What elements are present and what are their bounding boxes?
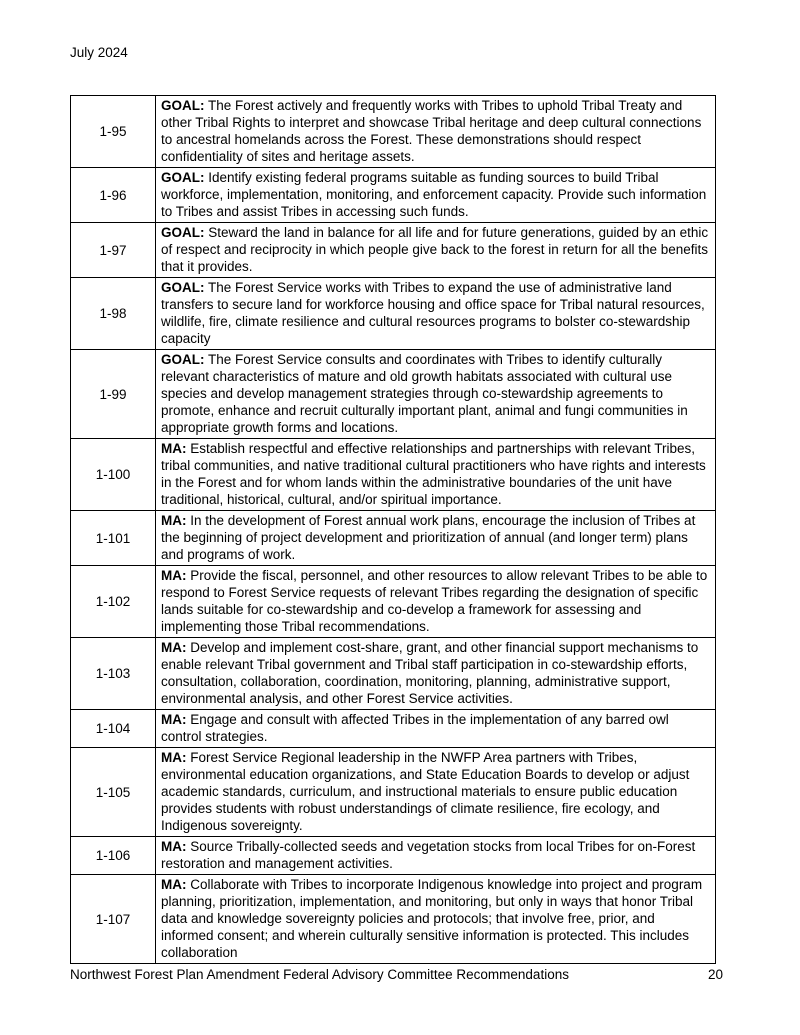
row-id: 1-101	[71, 511, 156, 566]
table-row	[71, 875, 716, 964]
row-type-label: MA:	[161, 877, 187, 892]
row-text-cell	[156, 875, 716, 964]
row-type-label: MA:	[161, 712, 187, 727]
row-type-label: MA:	[161, 513, 187, 528]
row-id: 1-97	[71, 223, 156, 278]
row-text: Collaborate with Tribes to incorporate Indigenous knowledge into project and program planning, prioritization, implementation, and monitoring, but only in ways that honor Tribal data and knowledge sovereignty policies and protocols; that involve free, prior, and informed consent; and wherein culturally sensitive information is protected. This includes collaboration	[161, 877, 703, 960]
row-text-cell	[156, 350, 716, 439]
table-row	[71, 566, 716, 638]
row-text-cell	[156, 96, 716, 168]
row-id: 1-104	[71, 710, 156, 748]
row-text: Source Tribally-collected seeds and vegetation stocks from local Tribes for on-Forest restoration and management activities.	[161, 839, 696, 871]
table-row	[71, 511, 716, 566]
row-id: 1-106	[71, 837, 156, 875]
row-text: In the development of Forest annual work plans, encourage the inclusion of Tribes at the beginning of project development and prioritization of annual (and longer term) plans and programs of work.	[161, 513, 696, 562]
row-type-label: MA:	[161, 839, 187, 854]
table-row	[71, 350, 716, 439]
row-text-cell	[156, 439, 716, 511]
table-row	[71, 748, 716, 837]
row-type-label: GOAL:	[161, 170, 205, 185]
row-text-cell	[156, 168, 716, 223]
row-type-label: MA:	[161, 568, 187, 583]
row-text-cell	[156, 748, 716, 837]
row-text-cell	[156, 710, 716, 748]
recommendations-table	[70, 95, 716, 964]
row-text: Establish respectful and effective relationships and partnerships with relevant Tribes, tribal communities, and native traditional cultural practitioners who have rights and interests in the Forest and for whom lands within the administrative boundaries of the unit have traditional, historical, cultural, and/or spiritual importance.	[161, 441, 706, 507]
row-text: Engage and consult with affected Tribes in the implementation of any barred owl control strategies.	[161, 712, 669, 744]
row-id: 1-100	[71, 439, 156, 511]
footer-page-number: 20	[707, 967, 723, 982]
row-text: The Forest actively and frequently works with Tribes to uphold Tribal Treaty and other Tribal Rights to interpret and showcase Tribal heritage and deep cultural connections to ancestral homelands across the Forest. These demonstrations should respect confidentiality of sites and heritage assets.	[161, 98, 702, 164]
recommendations-table-body	[71, 96, 716, 964]
footer-title: Northwest Forest Plan Amendment Federal Advisory Committee Recommendations	[70, 967, 569, 982]
row-text: Identify existing federal programs suitable as funding sources to build Tribal workforce, implementation, monitoring, and enforcement capacity. Provide such information to Tribes and assist Tribes in accessing such funds.	[161, 170, 707, 219]
row-type-label: GOAL:	[161, 280, 205, 295]
row-type-label: GOAL:	[161, 225, 205, 240]
page-header-date: July 2024	[70, 45, 128, 60]
table-row	[71, 168, 716, 223]
row-type-label: MA:	[161, 441, 187, 456]
row-id: 1-95	[71, 96, 156, 168]
table-row	[71, 710, 716, 748]
row-text-cell	[156, 278, 716, 350]
table-row	[71, 837, 716, 875]
row-text: Develop and implement cost-share, grant, and other financial support mechanisms to enable relevant Tribal government and Tribal staff participation in co-stewardship efforts, consultation, collaboration, coordination, monitoring, planning, administrative support, environmental analysis, and other Forest Service activities.	[161, 640, 699, 706]
row-text: Forest Service Regional leadership in the NWFP Area partners with Tribes, environmental education organizations, and State Education Boards to develop or adjust academic standards, curriculum, and instructional materials to ensure public education provides students with robust understandings of climate resilience, fire ecology, and Indigenous sovereignty.	[161, 750, 690, 833]
table-row	[71, 96, 716, 168]
table-row	[71, 638, 716, 710]
page-footer	[70, 966, 723, 983]
row-id: 1-102	[71, 566, 156, 638]
row-id: 1-103	[71, 638, 156, 710]
row-id: 1-99	[71, 350, 156, 439]
row-type-label: MA:	[161, 640, 187, 655]
row-id: 1-96	[71, 168, 156, 223]
row-type-label: MA:	[161, 750, 187, 765]
row-text: Steward the land in balance for all life and for future generations, guided by an ethic of respect and reciprocity in which people give back to the forest in return for all the benefits that it provides.	[161, 225, 709, 274]
row-type-label: GOAL:	[161, 352, 205, 367]
row-text-cell	[156, 223, 716, 278]
row-text-cell	[156, 837, 716, 875]
row-text-cell	[156, 638, 716, 710]
row-id: 1-105	[71, 748, 156, 837]
table-row	[71, 439, 716, 511]
row-text: The Forest Service consults and coordinates with Tribes to identify culturally relevant characteristics of mature and old growth habitats associated with cultural use species and develop management strategies through co-stewardship agreements to promote, enhance and recruit culturally important plant, animal and fungi communities in appropriate growth forms and locations.	[161, 352, 688, 435]
row-type-label: GOAL:	[161, 98, 205, 113]
row-id: 1-107	[71, 875, 156, 964]
row-text: Provide the fiscal, personnel, and other resources to allow relevant Tribes to be able to respond to Forest Service requests of relevant Tribes regarding the designation of specific lands suitable for co-stewardship and co-develop a framework for assessing and implementing those Tribal recommendations.	[161, 568, 708, 634]
row-id: 1-98	[71, 278, 156, 350]
row-text: The Forest Service works with Tribes to expand the use of administrative land transfers to secure land for workforce housing and office space for Tribal natural resources, wildlife, fire, climate resilience and cultural resources programs to bolster co-stewardship capacity	[161, 280, 705, 346]
table-row	[71, 278, 716, 350]
row-text-cell	[156, 511, 716, 566]
table-row	[71, 223, 716, 278]
row-text-cell	[156, 566, 716, 638]
